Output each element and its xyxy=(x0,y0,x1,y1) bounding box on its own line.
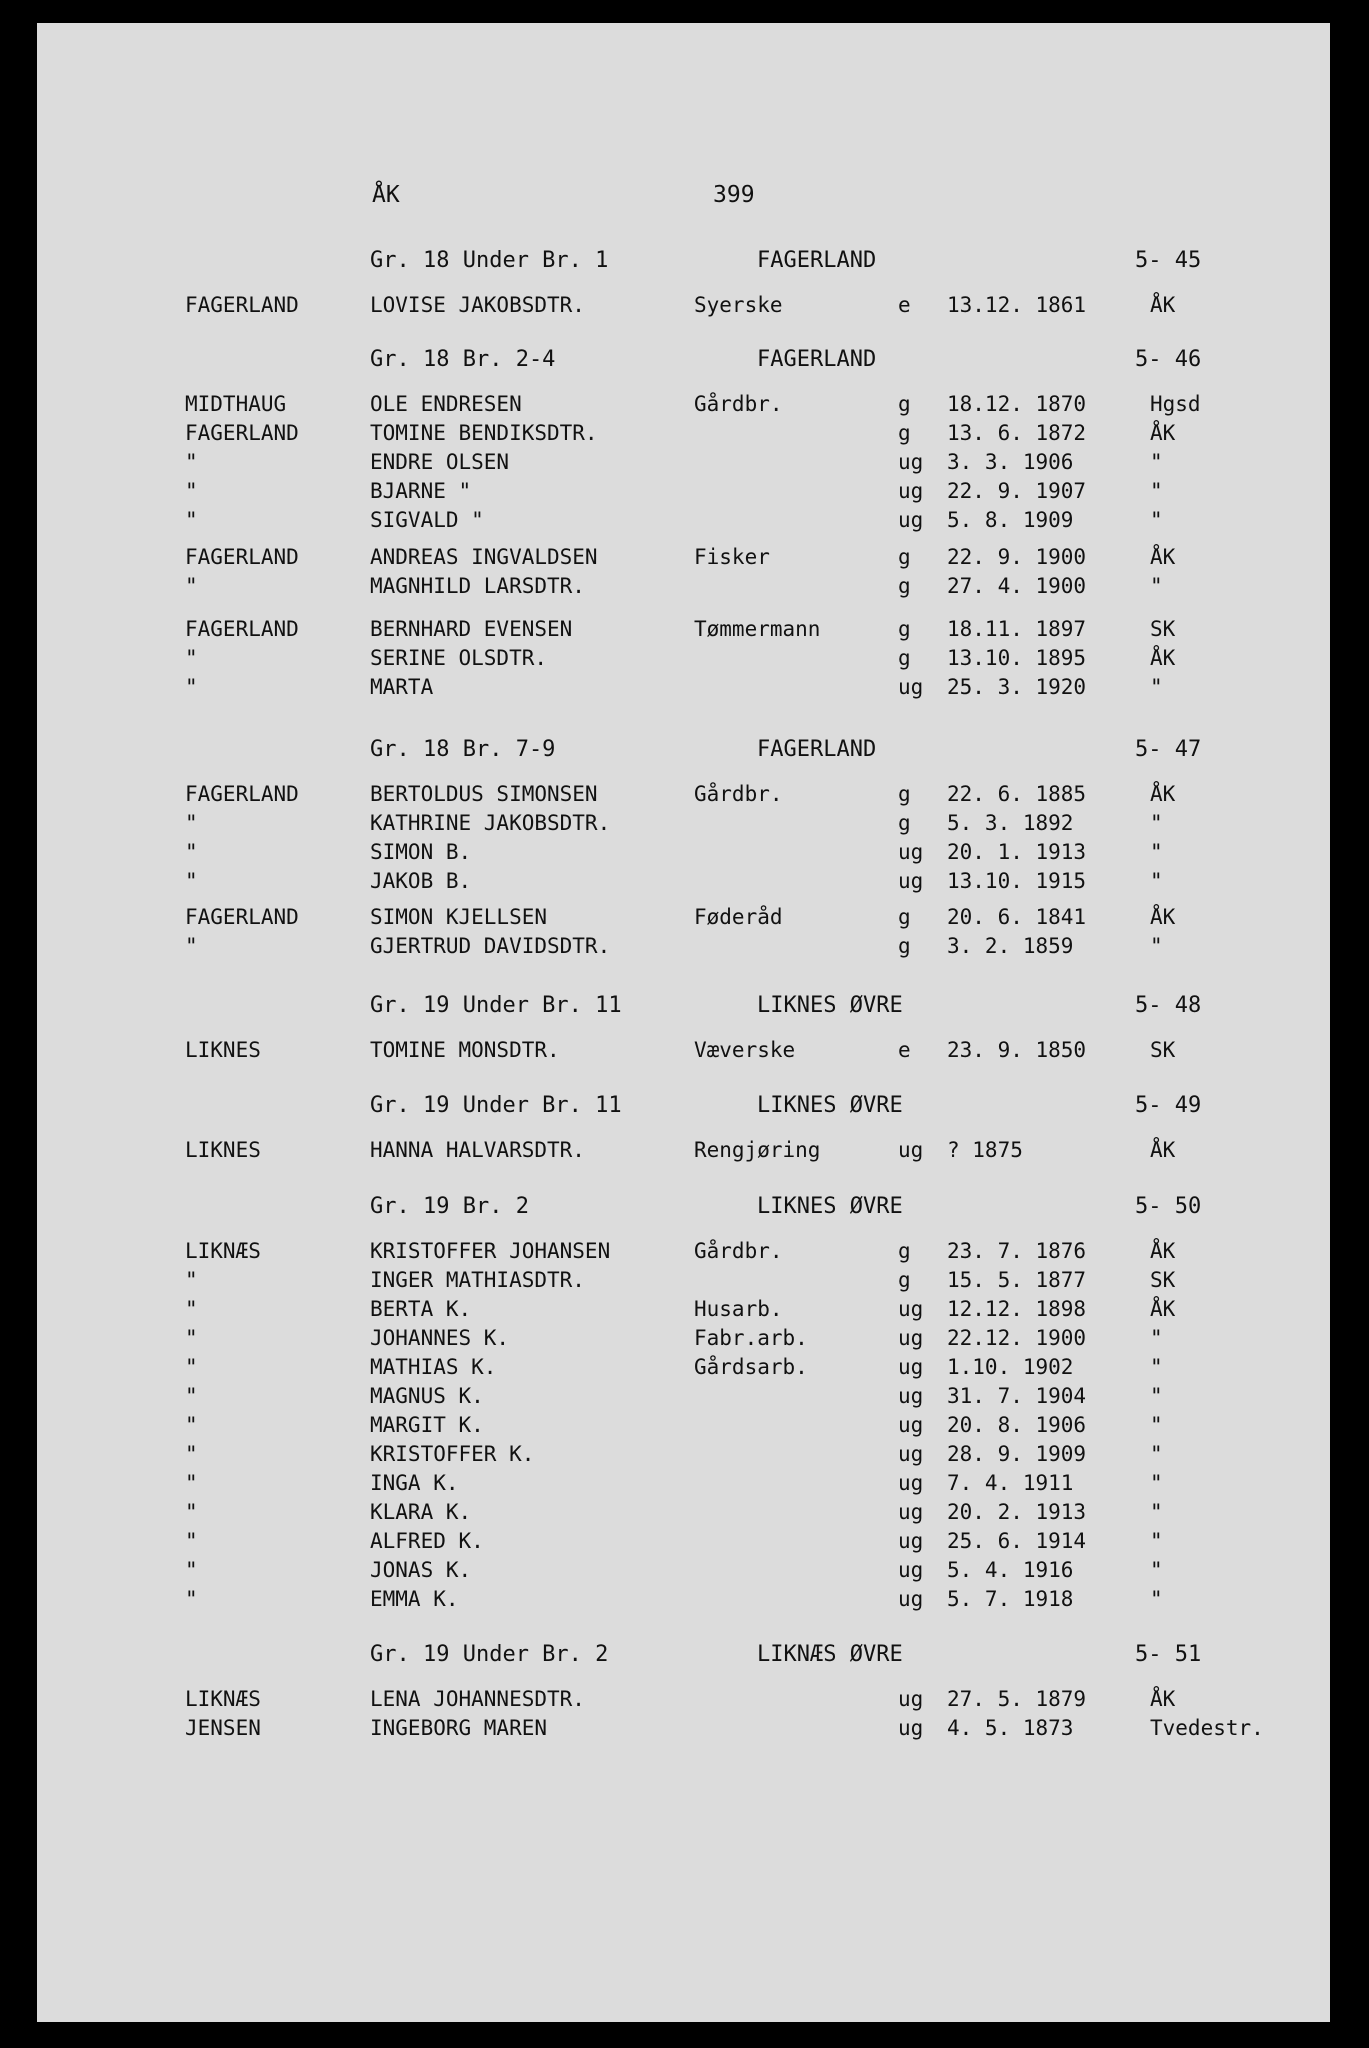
person-row xyxy=(0,1442,1369,1471)
birthplace-cell: ÅK xyxy=(1150,1138,1176,1162)
marital-status-cell: ug xyxy=(898,1529,924,1553)
birthplace-cell: " xyxy=(1150,1587,1163,1611)
occupation-cell: Væverske xyxy=(694,1038,796,1062)
residence-cell: " xyxy=(185,1355,198,1379)
occupation-cell: Gårdbr. xyxy=(694,392,783,416)
section-heading xyxy=(0,1194,1369,1224)
person-row xyxy=(0,934,1369,963)
residence-cell: " xyxy=(185,811,198,835)
birth-date-cell: 18.12. 1870 xyxy=(947,392,1087,416)
birth-date-cell: 28. 9. 1909 xyxy=(947,1442,1087,1466)
marital-status-cell: ug xyxy=(898,1138,924,1162)
section-reference: Gr. 19 Br. 2 xyxy=(370,1194,529,1219)
birthplace-cell: ÅK xyxy=(1150,1239,1176,1263)
name-cell: MARTA xyxy=(370,675,434,699)
birthplace-cell: Hgsd xyxy=(1150,392,1201,416)
birthplace-cell: ÅK xyxy=(1150,646,1176,670)
person-row xyxy=(0,840,1369,869)
birthplace-cell: " xyxy=(1150,450,1163,474)
marital-status-cell: g xyxy=(898,574,911,598)
residence-cell: LIKNÆS xyxy=(185,1687,261,1711)
birthplace-cell: " xyxy=(1150,1326,1163,1350)
residence-cell: " xyxy=(185,479,198,503)
section-reference: Gr. 18 Br. 2-4 xyxy=(370,347,556,372)
person-row xyxy=(0,1500,1369,1529)
section-farm-name: LIKNES ØVRE xyxy=(757,1093,903,1118)
birth-date-cell: 27. 5. 1879 xyxy=(947,1687,1087,1711)
occupation-cell: Husarb. xyxy=(694,1297,783,1321)
birth-date-cell: 15. 5. 1877 xyxy=(947,1268,1087,1292)
marital-status-cell: ug xyxy=(898,1326,924,1350)
residence-cell: " xyxy=(185,1268,198,1292)
marital-status-cell: ug xyxy=(898,840,924,864)
name-cell: TOMINE MONSDTR. xyxy=(370,1038,560,1062)
name-cell: SIGVALD " xyxy=(370,508,484,532)
marital-status-cell: g xyxy=(898,811,911,835)
birth-date-cell: 25. 6. 1914 xyxy=(947,1529,1087,1553)
marital-status-cell: ug xyxy=(898,479,924,503)
birthplace-cell: " xyxy=(1150,934,1163,958)
person-row xyxy=(0,1587,1369,1616)
birthplace-cell: ÅK xyxy=(1150,782,1176,806)
marital-status-cell: e xyxy=(898,293,911,317)
residence-cell: MIDTHAUG xyxy=(185,392,287,416)
residence-cell: " xyxy=(185,1442,198,1466)
residence-cell: " xyxy=(185,450,198,474)
birth-date-cell: 22. 9. 1900 xyxy=(947,545,1087,569)
residence-cell: LIKNÆS xyxy=(185,1239,261,1263)
residence-cell: FAGERLAND xyxy=(185,545,299,569)
section-number: 5- 45 xyxy=(1135,248,1202,273)
person-row xyxy=(0,545,1369,574)
person-row xyxy=(0,1384,1369,1413)
name-cell: KRISTOFFER K. xyxy=(370,1442,535,1466)
person-row xyxy=(0,1297,1369,1326)
birthplace-cell: " xyxy=(1150,508,1163,532)
name-cell: INGEBORG MAREN xyxy=(370,1716,548,1740)
marital-status-cell: ug xyxy=(898,508,924,532)
residence-cell: " xyxy=(185,508,198,532)
birth-date-cell: 20. 6. 1841 xyxy=(947,905,1087,929)
residence-cell: FAGERLAND xyxy=(185,421,299,445)
birthplace-cell: " xyxy=(1150,1529,1163,1553)
birthplace-cell: " xyxy=(1150,675,1163,699)
marital-status-cell: ug xyxy=(898,1384,924,1408)
birth-date-cell: 20. 2. 1913 xyxy=(947,1500,1087,1524)
occupation-cell: Fabr.arb. xyxy=(694,1326,808,1350)
section-number: 5- 49 xyxy=(1135,1093,1202,1118)
residence-cell: " xyxy=(185,1471,198,1495)
birthplace-cell: " xyxy=(1150,479,1163,503)
marital-status-cell: ug xyxy=(898,1716,924,1740)
name-cell: KLARA K. xyxy=(370,1500,472,1524)
birth-date-cell: 20. 8. 1906 xyxy=(947,1413,1087,1437)
residence-cell: FAGERLAND xyxy=(185,617,299,641)
person-row xyxy=(0,646,1369,675)
marital-status-cell: g xyxy=(898,905,911,929)
person-row xyxy=(0,905,1369,934)
residence-cell: FAGERLAND xyxy=(185,782,299,806)
section-heading xyxy=(0,1642,1369,1672)
section-farm-name: FAGERLAND xyxy=(757,737,877,762)
birth-date-cell: 1.10. 1902 xyxy=(947,1355,1074,1379)
occupation-cell: Gårdbr. xyxy=(694,1239,783,1263)
marital-status-cell: g xyxy=(898,1239,911,1263)
person-row xyxy=(0,1558,1369,1587)
residence-cell: " xyxy=(185,1297,198,1321)
page-header-left: ÅK xyxy=(372,182,400,208)
section-reference: Gr. 18 Br. 7-9 xyxy=(370,737,556,762)
marital-status-cell: ug xyxy=(898,1471,924,1495)
name-cell: BERTOLDUS SIMONSEN xyxy=(370,782,598,806)
birth-date-cell: 4. 5. 1873 xyxy=(947,1716,1074,1740)
name-cell: EMMA K. xyxy=(370,1587,459,1611)
birthplace-cell: SK xyxy=(1150,617,1176,641)
birthplace-cell: ÅK xyxy=(1150,1687,1176,1711)
birth-date-cell: 5. 7. 1918 xyxy=(947,1587,1074,1611)
residence-cell: " xyxy=(185,934,198,958)
birth-date-cell: 31. 7. 1904 xyxy=(947,1384,1087,1408)
person-row xyxy=(0,574,1369,603)
person-row xyxy=(0,1268,1369,1297)
marital-status-cell: g xyxy=(898,1268,911,1292)
section-heading xyxy=(0,1093,1369,1123)
person-row xyxy=(0,1326,1369,1355)
marital-status-cell: ug xyxy=(898,1413,924,1437)
birth-date-cell: 3. 3. 1906 xyxy=(947,450,1074,474)
section-reference: Gr. 19 Under Br. 11 xyxy=(370,993,622,1018)
person-row xyxy=(0,479,1369,508)
person-row xyxy=(0,1471,1369,1500)
person-row xyxy=(0,1687,1369,1716)
occupation-cell: Føderåd xyxy=(694,905,783,929)
birthplace-cell: ÅK xyxy=(1150,1297,1176,1321)
section-heading xyxy=(0,347,1369,377)
birth-date-cell: 5. 4. 1916 xyxy=(947,1558,1074,1582)
person-row xyxy=(0,508,1369,537)
occupation-cell: Tømmermann xyxy=(694,617,821,641)
section-number: 5- 48 xyxy=(1135,993,1202,1018)
section-heading xyxy=(0,248,1369,278)
section-number: 5- 46 xyxy=(1135,347,1202,372)
section-heading xyxy=(0,737,1369,767)
name-cell: ENDRE OLSEN xyxy=(370,450,510,474)
person-row xyxy=(0,1529,1369,1558)
section-farm-name: FAGERLAND xyxy=(757,248,877,273)
birth-date-cell: 18.11. 1897 xyxy=(947,617,1087,641)
person-row xyxy=(0,869,1369,898)
birthplace-cell: " xyxy=(1150,1558,1163,1582)
birth-date-cell: 23. 7. 1876 xyxy=(947,1239,1087,1263)
marital-status-cell: g xyxy=(898,646,911,670)
person-row xyxy=(0,1355,1369,1384)
birth-date-cell: 13.10. 1895 xyxy=(947,646,1087,670)
residence-cell: " xyxy=(185,646,198,670)
birth-date-cell: 5. 8. 1909 xyxy=(947,508,1074,532)
residence-cell: " xyxy=(185,1413,198,1437)
birth-date-cell: ? 1875 xyxy=(947,1138,1023,1162)
person-row xyxy=(0,1038,1369,1067)
name-cell: JAKOB B. xyxy=(370,869,472,893)
occupation-cell: Fisker xyxy=(694,545,770,569)
name-cell: SIMON KJELLSEN xyxy=(370,905,548,929)
birth-date-cell: 25. 3. 1920 xyxy=(947,675,1087,699)
marital-status-cell: ug xyxy=(898,1355,924,1379)
residence-cell: JENSEN xyxy=(185,1716,261,1740)
residence-cell: " xyxy=(185,869,198,893)
name-cell: JONAS K. xyxy=(370,1558,472,1582)
birthplace-cell: ÅK xyxy=(1150,545,1176,569)
residence-cell: " xyxy=(185,1384,198,1408)
birthplace-cell: ÅK xyxy=(1150,905,1176,929)
birth-date-cell: 23. 9. 1850 xyxy=(947,1038,1087,1062)
section-heading xyxy=(0,993,1369,1023)
name-cell: INGA K. xyxy=(370,1471,459,1495)
person-row xyxy=(0,1413,1369,1442)
name-cell: JOHANNES K. xyxy=(370,1326,510,1350)
section-farm-name: LIKNES ØVRE xyxy=(757,1194,903,1219)
birthplace-cell: Tvedestr. xyxy=(1150,1716,1264,1740)
person-row xyxy=(0,617,1369,646)
marital-status-cell: g xyxy=(898,617,911,641)
person-row xyxy=(0,1716,1369,1745)
name-cell: BJARNE " xyxy=(370,479,472,503)
birthplace-cell: SK xyxy=(1150,1268,1176,1292)
person-row xyxy=(0,293,1369,322)
residence-cell: LIKNES xyxy=(185,1038,261,1062)
birthplace-cell: " xyxy=(1150,574,1163,598)
birth-date-cell: 22.12. 1900 xyxy=(947,1326,1087,1350)
person-row xyxy=(0,392,1369,421)
person-row xyxy=(0,1239,1369,1268)
person-row xyxy=(0,675,1369,704)
section-number: 5- 47 xyxy=(1135,737,1202,762)
marital-status-cell: ug xyxy=(898,1587,924,1611)
marital-status-cell: g xyxy=(898,421,911,445)
name-cell: INGER MATHIASDTR. xyxy=(370,1268,585,1292)
residence-cell: " xyxy=(185,840,198,864)
marital-status-cell: ug xyxy=(898,1558,924,1582)
residence-cell: FAGERLAND xyxy=(185,293,299,317)
name-cell: OLE ENDRESEN xyxy=(370,392,522,416)
birth-date-cell: 12.12. 1898 xyxy=(947,1297,1087,1321)
name-cell: ANDREAS INGVALDSEN xyxy=(370,545,598,569)
birth-date-cell: 13.12. 1861 xyxy=(947,293,1087,317)
name-cell: SIMON B. xyxy=(370,840,472,864)
marital-status-cell: ug xyxy=(898,1297,924,1321)
occupation-cell: Gårdsarb. xyxy=(694,1355,808,1379)
birthplace-cell: " xyxy=(1150,1471,1163,1495)
section-number: 5- 51 xyxy=(1135,1642,1202,1667)
person-row xyxy=(0,1138,1369,1167)
name-cell: KRISTOFFER JOHANSEN xyxy=(370,1239,611,1263)
birthplace-cell: " xyxy=(1150,1355,1163,1379)
name-cell: BERNHARD EVENSEN xyxy=(370,617,573,641)
residence-cell: " xyxy=(185,1500,198,1524)
birthplace-cell: " xyxy=(1150,840,1163,864)
marital-status-cell: g xyxy=(898,392,911,416)
residence-cell: LIKNES xyxy=(185,1138,261,1162)
birthplace-cell: " xyxy=(1150,869,1163,893)
birth-date-cell: 5. 3. 1892 xyxy=(947,811,1074,835)
residence-cell: " xyxy=(185,1587,198,1611)
birthplace-cell: " xyxy=(1150,1384,1163,1408)
birthplace-cell: ÅK xyxy=(1150,421,1176,445)
name-cell: GJERTRUD DAVIDSDTR. xyxy=(370,934,611,958)
residence-cell: " xyxy=(185,1558,198,1582)
occupation-cell: Rengjøring xyxy=(694,1138,821,1162)
birth-date-cell: 7. 4. 1911 xyxy=(947,1471,1074,1495)
section-farm-name: LIKNÆS ØVRE xyxy=(757,1642,903,1667)
section-reference: Gr. 18 Under Br. 1 xyxy=(370,248,609,273)
birth-date-cell: 22. 9. 1907 xyxy=(947,479,1087,503)
name-cell: BERTA K. xyxy=(370,1297,472,1321)
name-cell: SERINE OLSDTR. xyxy=(370,646,548,670)
birth-date-cell: 20. 1. 1913 xyxy=(947,840,1087,864)
person-row xyxy=(0,421,1369,450)
birthplace-cell: SK xyxy=(1150,1038,1176,1062)
name-cell: KATHRINE JAKOBSDTR. xyxy=(370,811,611,835)
residence-cell: " xyxy=(185,675,198,699)
name-cell: TOMINE BENDIKSDTR. xyxy=(370,421,598,445)
marital-status-cell: g xyxy=(898,782,911,806)
name-cell: MARGIT K. xyxy=(370,1413,484,1437)
birthplace-cell: " xyxy=(1150,1442,1163,1466)
name-cell: LENA JOHANNESDTR. xyxy=(370,1687,585,1711)
birthplace-cell: " xyxy=(1150,1413,1163,1437)
name-cell: MATHIAS K. xyxy=(370,1355,497,1379)
person-row xyxy=(0,782,1369,811)
marital-status-cell: ug xyxy=(898,1500,924,1524)
residence-cell: " xyxy=(185,1529,198,1553)
marital-status-cell: ug xyxy=(898,450,924,474)
person-row xyxy=(0,450,1369,479)
birthplace-cell: ÅK xyxy=(1150,293,1176,317)
marital-status-cell: ug xyxy=(898,869,924,893)
birth-date-cell: 22. 6. 1885 xyxy=(947,782,1087,806)
marital-status-cell: g xyxy=(898,545,911,569)
residence-cell: " xyxy=(185,574,198,598)
name-cell: HANNA HALVARSDTR. xyxy=(370,1138,585,1162)
name-cell: MAGNUS K. xyxy=(370,1384,484,1408)
birthplace-cell: " xyxy=(1150,811,1163,835)
occupation-cell: Syerske xyxy=(694,293,783,317)
name-cell: MAGNHILD LARSDTR. xyxy=(370,574,585,598)
residence-cell: " xyxy=(185,1326,198,1350)
marital-status-cell: ug xyxy=(898,675,924,699)
section-reference: Gr. 19 Under Br. 11 xyxy=(370,1093,622,1118)
section-farm-name: FAGERLAND xyxy=(757,347,877,372)
birth-date-cell: 3. 2. 1859 xyxy=(947,934,1074,958)
person-row xyxy=(0,811,1369,840)
marital-status-cell: ug xyxy=(898,1442,924,1466)
birthplace-cell: " xyxy=(1150,1500,1163,1524)
marital-status-cell: e xyxy=(898,1038,911,1062)
residence-cell: FAGERLAND xyxy=(185,905,299,929)
occupation-cell: Gårdbr. xyxy=(694,782,783,806)
section-number: 5- 50 xyxy=(1135,1194,1202,1219)
section-reference: Gr. 19 Under Br. 2 xyxy=(370,1642,609,1667)
marital-status-cell: g xyxy=(898,934,911,958)
name-cell: ALFRED K. xyxy=(370,1529,484,1553)
birth-date-cell: 13. 6. 1872 xyxy=(947,421,1087,445)
name-cell: LOVISE JAKOBSDTR. xyxy=(370,293,585,317)
birth-date-cell: 27. 4. 1900 xyxy=(947,574,1087,598)
section-farm-name: LIKNES ØVRE xyxy=(757,993,903,1018)
marital-status-cell: ug xyxy=(898,1687,924,1711)
page-number: 399 xyxy=(713,182,755,208)
birth-date-cell: 13.10. 1915 xyxy=(947,869,1087,893)
